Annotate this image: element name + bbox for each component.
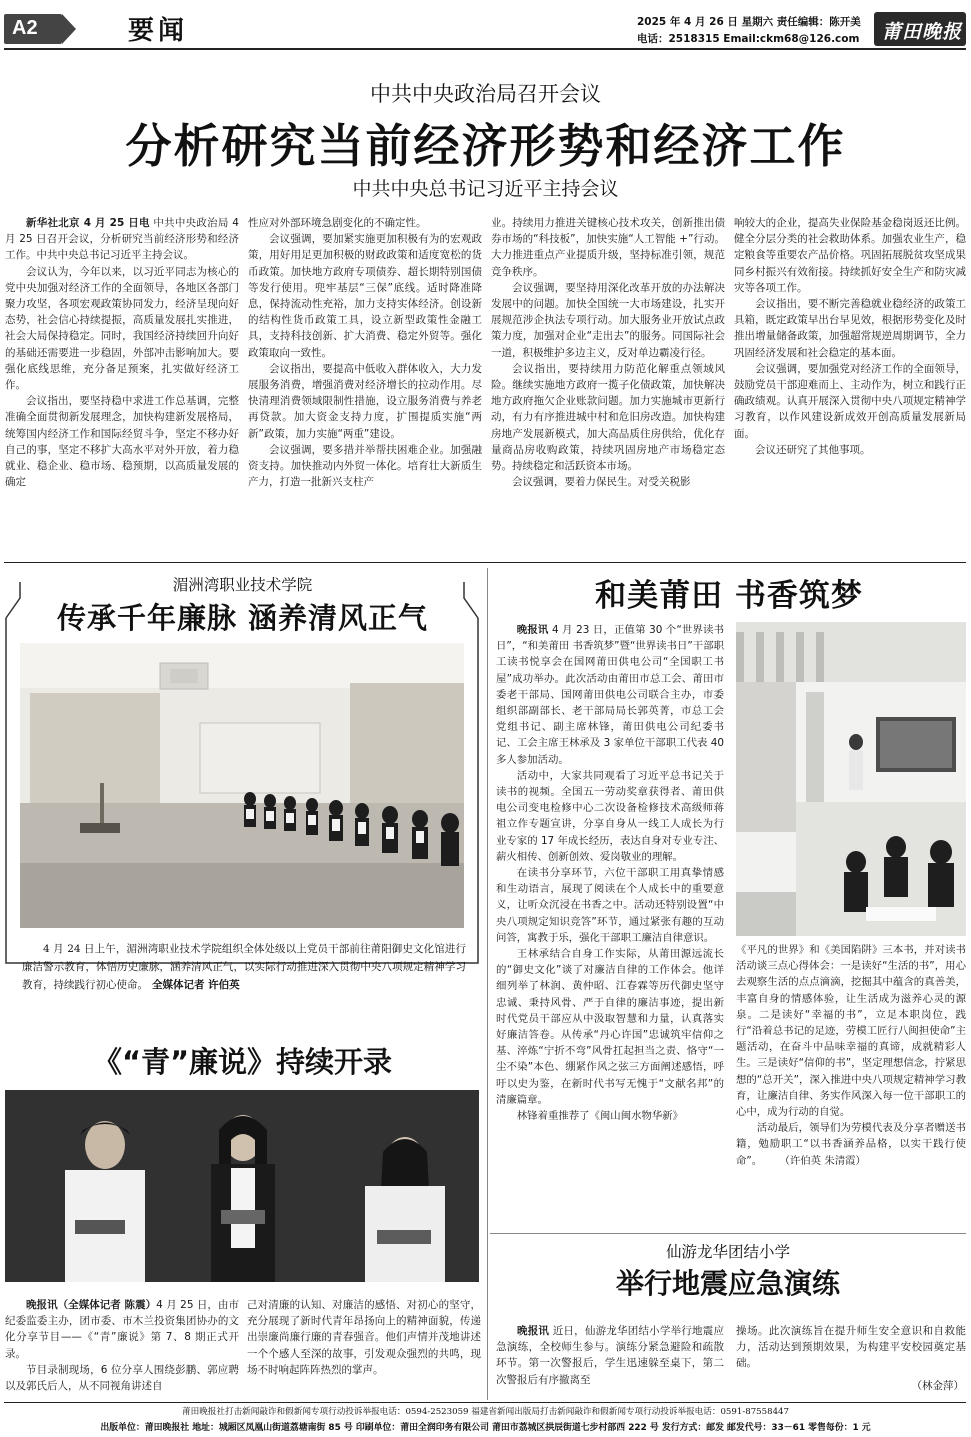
lead-col-4: [734, 215, 966, 560]
qing-col-1: [5, 1297, 239, 1397]
lead-col-3: [491, 215, 725, 560]
footer-publisher: 出版单位：莆田晚报社 地址：城厢区凤凰山街道荔塘南街 85 号 印刷单位：莆田全润印务有限公司 莆田市荔城区拱辰街道七步村部西 222 号 发行方式：邮发 邮发代号：33－61 零售每份：1 元: [100, 1423, 871, 1433]
page-badge: [4, 14, 62, 44]
lead-paragraph: 会议强调，要多措并举帮扶困难企业。加强融资支持。加快推动内外贸一体化。培育壮大新质生产力，打造一批新兴支柱产: [248, 443, 482, 489]
lead-subtitle: 中共中央总书记习近平主持会议: [352, 178, 619, 200]
qing-paragraph: 己对清廉的认知、对廉洁的感悟、对初心的坚守，充分展现了新时代青年昂扬向上的精神面貌，传递出崇廉尚廉行廉的青春强音。他们声情并茂地讲述一个个感人至深的故事，引发观众强烈的共鸣，现场不时响起阵阵热烈的掌声。: [247, 1299, 481, 1376]
lead-kicker: 中共中央政治局召开会议: [370, 82, 601, 106]
lead-paragraph: 业。持续用力推进关键核心技术攻关，创新推出债券市场的“科技板”，加快实施“人工智能 +”行动。大力推进重点产业提质升级，坚持标准引领，规范竞争秩序。: [491, 217, 725, 278]
reading-col-2: [736, 942, 966, 1232]
reading-title: 和美莆田 书香筑梦: [595, 578, 863, 614]
lead-paragraph: 响较大的企业，提高失业保险基金稳岗返还比例。健全分层分类的社会救助体系。加强农业生产，稳定粮食等重要农产品价格。巩固拓展脱贫攻坚成果同乡村振兴有效衔接。持续抓好安全生产和防灾减灾等各项工作。: [734, 217, 966, 294]
drill-byline: （林金萍）: [911, 1380, 964, 1392]
drill-title: 举行地震应急演练: [615, 1267, 840, 1300]
lead-paragraph: 会议认为，今年以来，以习近平同志为核心的党中央加强对经济工作的全面领导，各地区各部门聚力攻坚，各项宏观政策协同发力，经济呈现向好态势，社会信心持续提振，高质量发展扎实推进，社会大局保持稳定。同时，我国经济持续回升向好的基础还需要进一步稳固，外部冲击影响加大。要强化底线思维，充分备足预案，扎实做好经济工作。: [5, 265, 239, 392]
reading-byline: （许伯英 朱清霞）: [779, 1154, 866, 1167]
qing-photo: [5, 1090, 479, 1282]
meizhou-caption-text: 4 月 24 日上午，湄洲湾职业技术学院组织全体处级以上党员干部前往莆阳御史文化馆进行廉洁警示教育，体悟历史廉脉，涵养清风正气，以实际行动推进深入贯彻中央八项规定精神学习教育，持续践行初心使命。: [22, 943, 466, 991]
contact-line: 电话：2518315 Email:ckm68@126.com: [637, 33, 860, 45]
drill-lead: 晚报讯: [517, 1325, 550, 1337]
drill-paragraph: 操场。此次演练旨在提升师生安全意识和自救能力，活动达到预期效果，为构建平安校园奠定基础。: [736, 1325, 966, 1370]
lead-paragraph: 会议指出，要坚持稳中求进工作总基调，完整准确全面贯彻新发展理念，加快构建新发展格局，统筹国内经济工作和国际经贸斗争，坚定不移办好自己的事，坚定不移扩大高水平对外开放，着力稳就业、稳企业、稳市场、稳预期，以高质量发展的确定: [5, 395, 239, 489]
footer-hotline: 莆田晚报社打击新闻敲诈和假新闻专项行动投诉举报电话：0594-2523059 福建省新闻出版局打击新闻敲诈和假新闻专项行动投诉举报电话：0591-87558447: [182, 1407, 789, 1417]
lead-paragraph: 性应对外部环境急剧变化的不确定性。: [248, 217, 427, 229]
lead-title: 分析研究当前经济形势和经济工作: [125, 119, 846, 173]
photo-scene-svg: [20, 643, 464, 928]
reading-paragraph: 王林承结合自身工作实际，从莆田源远流长的“御史文化”谈了对廉洁自律的工作体会。他详细列举了林润、黄仲昭、江春霖等历代御史坚守忠诚、秉持风骨、严于自律的廉洁事迹，提出新时代党员干部应从中汲取智慧和力量，认真落实好廉洁答卷。从传承“丹心许国”忠诚筑牢信仰之基、淬炼“宁折不弯”风骨扛起担当之责、恪守“一尘不染”本色、绷紧作风之弦三方面阐述感悟，呼吁以史为鉴，在新时代书写无愧于“文献名邦”的清廉篇章。: [496, 948, 724, 1106]
meizhou-title: 传承千年廉脉 涵养清风正气: [56, 601, 429, 635]
lead-paragraph: 会议还研究了其他事项。: [755, 443, 871, 456]
lead-paragraph: 会议指出，要提高中低收入群体收入，大力发展服务消费，增强消费对经济增长的拉动作用。尽快清理消费领域限制性措施，设立服务消费与养老再贷款。加大资金支持力度，扩围提质实施“两新”政策，加力实施“两重”建设。: [248, 362, 482, 440]
qing-title: 《“青”廉说》持续开录: [92, 1045, 393, 1079]
lead-col-1: [5, 215, 239, 560]
drill-col-2: [736, 1323, 966, 1373]
drill-col-1: [496, 1323, 724, 1399]
lead-col-2: [248, 215, 482, 560]
reading-lead: 晚报讯: [516, 624, 549, 636]
lead-paragraph: 会议指出，要持续用力防范化解重点领域风险。继续实施地方政府一揽子化债政策，加快解决地方政府拖欠企业账款问题。加力实施城市更新行动，有力有序推进城中村和危旧房改造。加快构建房地产发展新模式，加大高品质住房供给，优化存量商品房收购政策，持续巩固房地产市场稳定态势。持续稳定和活跃资本市场。: [491, 362, 725, 473]
qing-paragraph: 4 月 25 日，由市纪委监委主办，团市委、市木兰投资集团协办的文化分享节目——《“青”廉说》第 7、8 期正式开录。: [5, 1299, 239, 1360]
meizhou-photo: [20, 643, 464, 928]
reading-paragraph: 活动最后，领导们为劳模代表及分享者赠送书籍，勉励职工“以书香涵养品格，以实干践行使命”。: [736, 1122, 966, 1167]
section-title: 要闻: [128, 16, 189, 46]
photo-scene-svg: [5, 1090, 479, 1282]
meizhou-kicker: 湄洲湾职业技术学院: [172, 576, 313, 594]
lead-paragraph: 会议强调，要加强党对经济工作的全面领导，鼓励党员干部迎难而上、主动作为，树立和践行正确政绩观。认真开展深入贯彻中央八项规定精神学习教育，以作风建设新成效开创高质量发展新局面。: [734, 362, 966, 440]
lead-paragraph: 会议强调，要加紧实施更加积极有为的宏观政策，用好用足更加积极的财政政策和适度宽松的货币政策。加快地方政府专项债券、超长期特别国债等发行使用。兜牢基层“三保”底线。适时降准降息，保持流动性充裕，加力支持实体经济。创设新的结构性货币政策工具，设立新型政策性金融工具，支持科技创新、扩大消费、稳定外贸等。强化政策取向一致性。: [248, 233, 482, 359]
drill-kicker: 仙游龙华团结小学: [665, 1243, 790, 1261]
page-label: A2: [12, 17, 38, 39]
qing-lead: 晚报讯（全媒体记者 陈震）: [26, 1299, 157, 1311]
reading-paragraph: 在读书分享环节，六位干部职工用真挚情感和生动语言，展现了阅读在个人成长中的重要意义，让听众沉浸在书香之中。活动还特别设置“中央八项规定知识竞答”环节，通过紧张有趣的互动问答，寓教于乐，强化干部职工廉洁自律意识。: [496, 867, 724, 944]
reading-paragraph: 活动中，大家共同观看了习近平总书记关于读书的视频。全国五一劳动奖章获得者、莆田供电公司变电检修中心二次设备检修技术高级师蒋祖立作专题宣讲，分享自身从一线工人成长为行业专家的 17 年成长经历，表达自身对专业专注、薪火相传、创新创效、爱岗敬业的理解。: [496, 769, 724, 863]
drill-paragraph: 近日，仙游龙华团结小学举行地震应急演练，全校师生参与。演练分紧急避险和疏散环节。第一次警报后，学生迅速躲至桌下，第二次警报后有序撤离至: [496, 1325, 724, 1386]
meizhou-caption: [22, 940, 466, 994]
lead-paragraph: 中共中央政治局 4 月 25 日召开会议，分析研究当前经济形势和经济工作。中共中央总书记习近平主持会议。: [5, 217, 239, 262]
photo-scene-svg: [736, 622, 966, 936]
column-divider: [487, 568, 488, 1400]
lead-paragraph: 会议强调，要坚持用深化改革开放的办法解决发展中的问题。加快全国统一大市场建设，扎实开展规范涉企执法专项行动。加大服务业开放试点政策力度，加强对企业“走出去”的服务。同国际社会一道，积极维护多边主义，反对单边霸凌行径。: [491, 281, 725, 359]
meizhou-byline: 全媒体记者 许伯英: [152, 979, 240, 991]
qing-paragraph: 节目录制现场，6 位分享人围绕彭鹏、郭应聘以及郭氏后人，从不同视角讲述自: [5, 1363, 239, 1393]
lead-dateline: 新华社北京 4 月 25 日电: [26, 217, 150, 229]
qing-col-2: [247, 1297, 481, 1397]
masthead-logo: [874, 12, 966, 46]
reading-paragraph: 《平凡的世界》和《美国陷阱》三本书，并对读书活动谈三点心得体会：一是读好“生活的书”，用心去观察生活的点点滴滴，挖掘其中蕴含的真善美，丰富自身的情感体验，让生活成为滋养心灵的源泉。二是读好“幸福的书”，立足本职岗位，践行“沿着总书记的足迹，劳模工匠行八闽担使命”主题活动，在奋斗中品味幸福的真谛，成就精彩人生。三是读好“信仰的书”，坚定理想信念，拧紧思想的“总开关”，深入推进中央八项规定精神学习教育，让廉洁自律、务实作风深入每一位干部职工的心中，成为行动的自觉。: [736, 944, 966, 1119]
lead-paragraph: 会议指出，要不断完善稳就业稳经济的政策工具箱，既定政策早出台早见效，根据形势变化及时推出增量储备政策，加强超常规逆周期调节，全力巩固经济发展和社会稳定的基本面。: [734, 298, 966, 359]
logo-text: 莆田晚报: [882, 21, 963, 43]
reading-paragraph: 4 月 23 日，正值第 30 个“世界读书日”，“和美莆田 书香筑梦”暨“世界读书日”干部职工读书悦享会在国网莆田供电公司“全国职工书屋”成功举办。此次活动由莆田市总工会、莆田市委老干部局、国网莆田供电公司联合主办，市委组织部副部长、老干部局局长郭英菁，市总工会党组书记、副主席林锋，莆田供电公司纪委书记、工会主席王林承及 3 家单位干部职工代表 40 多人参加活动。: [496, 624, 724, 766]
lead-paragraph: 会议强调，要着力保民生。对受关税影: [512, 476, 691, 489]
reading-col-1: [496, 622, 724, 1227]
reading-paragraph: 林锋着重推荐了《闽山闽水物华新》: [516, 1110, 684, 1123]
reading-photo: [736, 622, 966, 936]
date-line: 2025 年 4 月 26 日 星期六 责任编辑：陈开美: [637, 16, 861, 28]
